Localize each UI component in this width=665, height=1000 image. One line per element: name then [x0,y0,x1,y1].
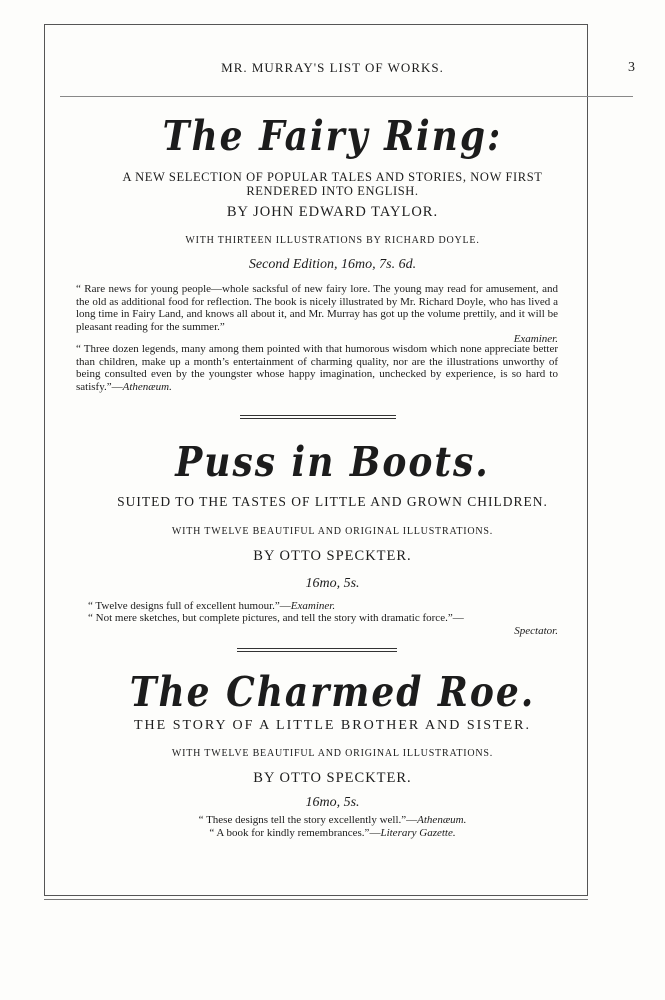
fairy-ring-quote-2 [76,343,558,393]
page-number: 3 [628,60,635,75]
quote-source: Athenæum. [122,380,172,393]
edition-price: 16mo, 7s. 6d. [337,257,417,272]
fairy-ring-illustrations: WITH THIRTEEN ILLUSTRATIONS BY RICHARD DOYLE. [185,235,480,246]
quote-source: Literary Gazette. [380,826,456,839]
quote-text: “ Twelve designs full of excellent humour.”— [88,600,291,612]
fairy-ring-author: BY JOHN EDWARD TAYLOR. [226,204,439,220]
section-divider [237,648,397,652]
puss-in-boots-quote-1 [88,600,558,613]
puss-in-boots-edition: 16mo, 5s. [305,576,360,591]
header-rule [60,96,633,97]
charmed-roe-illustrations: WITH TWELVE BEAUTIFUL AND ORIGINAL ILLUSTRATIONS. [171,748,494,759]
puss-in-boots-subtitle: SUITED TO THE TASTES OF LITTLE AND GROWN CHILDREN. [117,494,548,509]
quote-text: “ Rare news for young people—whole sacksful of new fairy lore. The young may read for amusement, and the old as additional food for reflection. The book is nicely illustrated by Mr. Richard Doyle, who has lived a long time in Fairy Land, and knows all about it, and Mr. Murray has got up the volume prettily, and it will be pleasant reading for the summer.” [76,283,558,333]
puss-in-boots-illustrations: WITH TWELVE BEAUTIFUL AND ORIGINAL ILLUSTRATIONS. [171,526,494,537]
section-divider [240,415,396,419]
charmed-roe-subtitle: THE STORY OF A LITTLE BROTHER AND SISTER. [133,718,532,733]
charmed-roe-author: BY OTTO SPECKTER. [253,770,412,786]
quote-text: “ Three dozen legends, many among them pointed with that humorous wisdom which none appreciate better than children, make up a month’s entertainment of charming quality, nor are the illustrations unworthy of being consulted even by the youngster whose happy imagination, unchecked by experience, is so hard to satisfy.”— [76,343,558,393]
quote-text: “ These designs tell the story excellently well.”— [198,814,418,826]
quote-source: Examiner. [290,600,336,612]
charmed-roe-quote-2 [0,827,665,840]
fairy-ring-quote-1 [76,283,558,346]
puss-in-boots-title: Puss in Boots. [175,437,490,487]
edition-label: Second Edition, [248,257,338,272]
fairy-ring-subtitle-1: A NEW SELECTION OF POPULAR TALES AND STORIES, NOW FIRST [122,170,543,184]
puss-in-boots-author: BY OTTO SPECKTER. [253,548,412,564]
fairy-ring-title: The Fairy Ring: [162,111,503,161]
puss-in-boots-quote-2 [88,612,558,637]
quote-text: “ Not mere sketches, but complete pictures, and tell the story with dramatic force.”— [88,612,464,624]
charmed-roe-quote-1 [0,814,665,827]
page-border-bottom [44,899,588,900]
quote-source: Examiner. [513,333,558,345]
fairy-ring-subtitle-2: RENDERED INTO ENGLISH. [246,184,419,198]
quote-text: “ A book for kindly remembrances.”— [209,826,381,839]
charmed-roe-edition: 16mo, 5s. [305,795,360,810]
quote-source: Athenæum. [417,814,467,826]
header-title: MR. MURRAY'S LIST OF WORKS. [221,60,444,75]
fairy-ring-edition [0,257,665,273]
running-header [0,60,665,82]
charmed-roe-quotes [0,814,665,839]
quote-source: Spectator. [514,624,558,637]
charmed-roe-title: The Charmed Roe. [129,667,536,717]
